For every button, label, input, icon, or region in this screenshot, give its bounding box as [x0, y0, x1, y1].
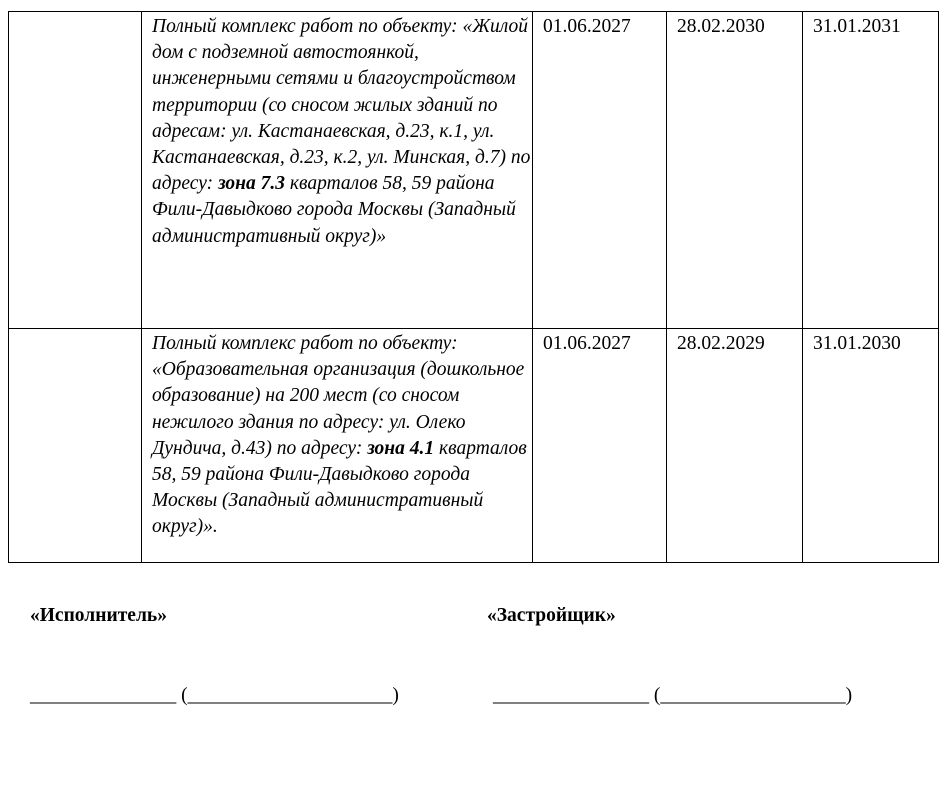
- completion-date-cell: [667, 12, 803, 329]
- row-number-cell: [9, 12, 142, 329]
- start-date: 01.06.2027: [543, 333, 631, 354]
- work-description-text: Полный комплекс работ по объекту: «Жилой дом с подземной автостоянкой, инженерными сетями и благоустройством территории (со сносом жилых зданий по адресам: ул. Кастанаевская, д.23, к.1, ул. Кастанаевская, д.23, к.2, ул. Минская, д.7) по адресу:: [152, 16, 531, 195]
- work-description-cell: [142, 329, 533, 563]
- work-description-text: Полный комплекс работ по объекту: «Образовательная организация (дошкольное образование) на 200 мест (со сносом нежилого здания по адресу: ул. Олеко Дундича, д.43) по адресу:: [152, 333, 525, 459]
- work-description: [142, 12, 532, 250]
- completion-date: 28.02.2029: [677, 333, 765, 354]
- completion-date: 28.02.2030: [677, 16, 765, 37]
- start-date-cell: [533, 12, 667, 329]
- completion-date-cell: [667, 329, 803, 563]
- work-description: [142, 329, 532, 541]
- final-date: 31.01.2030: [813, 333, 901, 354]
- executor-title: «Исполнитель»: [30, 605, 167, 626]
- start-date: 01.06.2027: [543, 16, 631, 37]
- work-description-cell: [142, 12, 533, 329]
- developer-signature-line: ________________ (___________________): [493, 685, 853, 706]
- developer-title: «Застройщик»: [487, 605, 616, 626]
- table-row: [9, 12, 939, 329]
- row-number-cell: [9, 329, 142, 563]
- start-date-cell: [533, 329, 667, 563]
- work-description-text: кварталов 58, 59 района Фили-Давыдково города Москвы (Западный административный округ)»: [152, 173, 516, 247]
- zone-label: зона 4.1: [367, 437, 435, 459]
- executor-signature-line: _______________ (_____________________): [30, 685, 399, 706]
- table-row: [9, 329, 939, 563]
- zone-label: зона 7.3: [218, 173, 285, 195]
- final-date-cell: [803, 12, 939, 329]
- works-schedule-table: [8, 11, 939, 563]
- final-date-cell: [803, 329, 939, 563]
- work-description-text: кварталов 58, 59 района Фили-Давыдково города Москвы (Западный административный округ)».: [152, 437, 527, 538]
- final-date: 31.01.2031: [813, 16, 901, 37]
